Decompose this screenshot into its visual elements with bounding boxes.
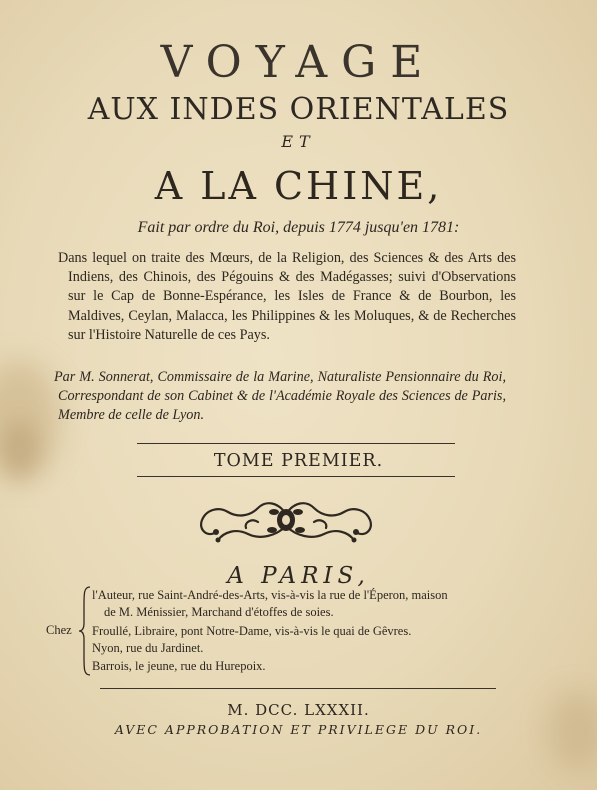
seller-line: l'Auteur, rue Saint-André-des-Arts, vis-à-vis la rue de l'Éperon, maison xyxy=(92,588,448,602)
imprint-chez: Chez xyxy=(46,623,72,637)
rule-bottom xyxy=(137,476,455,477)
subtitle: Fait par ordre du Roi, depuis 1774 jusqu'en 1781: xyxy=(137,219,460,236)
seller-line: Froullé, Libraire, pont Notre-Dame, vis-à-vis le quai de Gêvres. xyxy=(92,624,412,638)
title-chine: A LA CHINE, xyxy=(154,164,443,208)
seller-line: Nyon, rue du Jardinet. xyxy=(92,641,204,655)
seller-line: de M. Ménissier, Marchand d'étoffes de soies. xyxy=(104,605,334,619)
rule-imprint xyxy=(100,688,496,689)
rule-top xyxy=(137,443,455,444)
imprint-city: A PARIS, xyxy=(227,563,370,589)
printers-ornament xyxy=(188,496,384,548)
approbation-line: AVEC APPROBATION ET PRIVILEGE DU ROI. xyxy=(114,722,483,737)
title-voyage: VOYAGE xyxy=(160,37,437,88)
title-indes-orientales: AUX INDES ORIENTALES xyxy=(87,92,510,127)
brace-icon xyxy=(78,585,92,677)
title-et: ET xyxy=(281,132,316,151)
volume-label: TOME PREMIER. xyxy=(213,451,384,471)
seller-line: Barrois, le jeune, rue du Hurepoix. xyxy=(92,659,266,673)
publication-date: M. DCC. LXXXII. xyxy=(227,701,370,719)
author-paragraph: Par M. Sonnerat, Commissaire de la Marine, Naturaliste Pensionnaire du Roi, Correspondant de son Cabinet & de l'Académie Royale des Sciences de Paris, Membre de celle de Lyon. xyxy=(54,369,506,424)
description-paragraph: Dans lequel on traite des Mœurs, de la Religion, des Sciences & des Arts des Indiens, des Chinois, des Pégouins & des Madégasses; suivi d'Observations sur le Cap de Bonne-Espérance, les Isles de France & de Bourbon, les Maldives, Ceylan, Malacca, les Philippines & les Moluques, & de Recherches sur l'Histoire Naturelle de ces Pays. xyxy=(58,250,516,343)
